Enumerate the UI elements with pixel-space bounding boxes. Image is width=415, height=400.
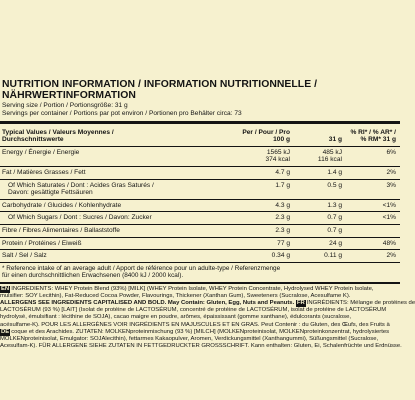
row-label: Fat / Matières Grasses / Fett xyxy=(0,166,226,179)
title-line-2: NÄHRWERTINFORMATION xyxy=(2,90,136,102)
table-row-saturates xyxy=(0,179,400,199)
table-row-fibre xyxy=(0,224,400,237)
serving-size: Serving size / Portion / Portionsgröße: 31 g xyxy=(2,102,128,110)
row-label: Salt / Sel / Salz xyxy=(0,250,226,263)
row-value-31g: 0.5 g xyxy=(292,179,344,199)
row-value-100g: 2.3 g xyxy=(226,212,292,225)
lang-tag-fr: FR xyxy=(296,299,305,306)
row-value-31g: 0.11 g xyxy=(292,250,344,263)
table-row-fat xyxy=(0,166,400,179)
row-ri: 2% xyxy=(344,250,400,263)
row-value-31g: 24 g xyxy=(292,237,344,250)
row-value-100g: 4.7 g xyxy=(226,166,292,179)
header-per-100g: Per / Pour / Pro 100 g xyxy=(242,128,290,144)
table-header-row xyxy=(0,126,400,147)
row-label: Fibre / Fibres Alimentaires / Ballaststoffe xyxy=(0,224,226,237)
row-value-100g: 2.3 g xyxy=(226,224,292,237)
row-value-100g: 1.7 g xyxy=(226,179,292,199)
row-value-31g: 485 kJ 116 kcal xyxy=(292,146,344,166)
row-value-31g: 0.7 g xyxy=(292,224,344,237)
table-row-energy xyxy=(0,146,400,166)
table-row-carbohydrate xyxy=(0,199,400,212)
header-label: Typical Values / Valeurs Moyennes / Durchschnittswerte xyxy=(2,128,114,144)
reference-intake-footnote: * Reference intake of an average adult / Apport de référence pour un adulte-type / Referenzmenge für einen durchschnittlichen Erwachsenen (8400 kJ / 2000 kcal). xyxy=(0,263,400,284)
divider-thick xyxy=(0,121,400,124)
nutrition-table xyxy=(0,126,400,263)
row-value-31g: 1.4 g xyxy=(292,166,344,179)
table-row-protein xyxy=(0,237,400,250)
ingredients-line: hydrolysé, émulsifiant : lécithine de SOJA), cacao maigre en poudre, arômes, épaississant (gomme xanthane), édulcorants (sucralose, xyxy=(0,314,351,321)
row-label: Carbohydrate / Glucides / Kohlenhydrate xyxy=(0,199,226,212)
row-label: Energy / Énergie / Energie xyxy=(0,146,226,166)
row-ri: <1% xyxy=(344,212,400,225)
ingredients-line: LACTOSÉRUM (93 %) [LAIT] (Isolat de protéine de LACTOSÉRUM, concentré de protéine de LACTOSÉRUM, isolat de protéine de LACTOSÉRUM xyxy=(0,307,387,314)
ingredients-line: mulsifier: SOY Lecithin), Fat-Reduced Cocoa Powder, Flavourings, Thickener (Xanthan Gum), Sweeteners (Sucralose, Acesulfame K). xyxy=(0,292,351,299)
row-value-31g: 1.3 g xyxy=(292,199,344,212)
ingredients-line: acésulfame-K). POUR LES ALLERGÈNES VOIR INGRÉDIENTS EN MAJUSCULES ET EN GRAS. Peut Contenir : du Gluten, des Œufs, des Fruits à xyxy=(0,321,390,328)
row-ri: <1% xyxy=(344,199,400,212)
row-value-100g: 0.34 g xyxy=(226,250,292,263)
ingredients-line: EN INGREDIENTS: WHEY Protein Blend (93%) [MILK] (WHEY Protein Isolate, WHEY Protein Concentrate, Hydrolysed WHEY Protein Isolate, xyxy=(1,285,374,292)
row-ri xyxy=(344,224,400,237)
row-ri: 3% xyxy=(344,179,400,199)
ingredients-block xyxy=(0,284,415,351)
row-value-31g: 0.7 g xyxy=(292,212,344,225)
nutrition-title xyxy=(0,79,400,101)
ingredients-line: Acesulfam-K). FÜR ALLERGENE SIEHE ZUTATEN IN FETTGEDRUCKTER GROSSSCHRIFT. Kann enthalten: Gluten, Ei, Schalenfrüchte und Erdnüsse. xyxy=(0,343,402,350)
ingredients-line: DE coque et des Arachides. ZUTATEN: MOLKENproteinmischung (93 %) [MILCH] (MOLKENproteinisolat, MOLKENproteinkonzentrat, hydrolysiertes xyxy=(1,328,390,335)
row-label: Protein / Protéines / Eiweiß xyxy=(0,237,226,250)
row-value-100g: 77 g xyxy=(226,237,292,250)
row-ri: 48% xyxy=(344,237,400,250)
row-label: Of Which Sugars / Dont : Sucres / Davon: Zucker xyxy=(0,212,226,225)
table-row-sugars xyxy=(0,212,400,225)
row-label: Of Which Saturates / Dont : Acides Gras Saturés / Davon: gesättigte Fettsäuren xyxy=(0,179,226,199)
lang-tag-de: DE xyxy=(1,328,10,335)
table-row-salt xyxy=(0,250,400,263)
serving-info xyxy=(0,102,400,117)
header-ri: % RI* / % AR* / % RM* 31 g xyxy=(350,128,396,144)
row-value-100g: 1565 kJ 374 kcal xyxy=(226,146,292,166)
row-value-100g: 4.3 g xyxy=(226,199,292,212)
title-line-1: NUTRITION INFORMATION / INFORMATION NUTRITIONNELLE / xyxy=(2,79,318,90)
servings-per-container: Servings per container / Portions par pot environ / Portionen pro Behälter circa: 73 xyxy=(2,110,242,117)
row-ri: 2% xyxy=(344,166,400,179)
row-ri: 6% xyxy=(344,146,400,166)
lang-tag-en: EN xyxy=(1,285,10,292)
ingredients-line: MOLKENproteinisolat, Emulgator: SOJAlecithin), fettarmes Kakaopulver, Aromen, Verdickungsmittel (Xanthangummi), Süßungsmittel (Sucralose, xyxy=(0,335,379,342)
ingredients-line: ALLERGENS SEE INGREDIENTS CAPITALISED AND BOLD. May Contain: Gluten, Egg, Nuts and Peanuts. FR INGRÉDIENTS: Mélange de protéines de xyxy=(0,299,415,306)
header-per-31g: 31 g xyxy=(328,136,342,144)
